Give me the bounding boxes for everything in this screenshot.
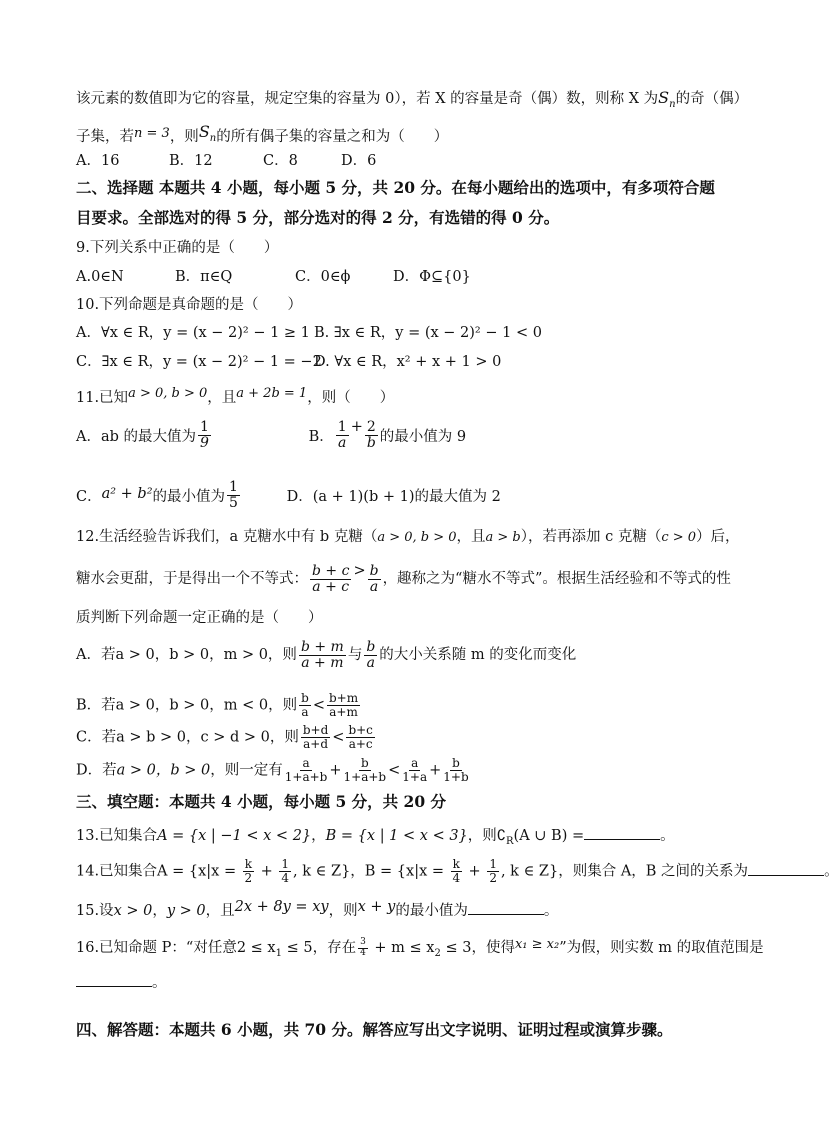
- q13-answer-blank[interactable]: [584, 825, 660, 840]
- q10-options-ab: [76, 324, 542, 342]
- q11-option-a: A．ab 的最大值为 $\frac{1}{9}$: [76, 419, 209, 452]
- q9-option-c: C．0∈ϕ: [295, 269, 351, 285]
- q9-option-b: B．π∈Q: [175, 269, 233, 285]
- q10-stem: 10.下列命题是真命题的是（ ）: [76, 297, 303, 313]
- section4-heading: 四、解答题：本题共 6 小题，共 70 分。解答应写出文字说明、证明过程或演算步骤。: [76, 1020, 673, 1039]
- q9-option-a: A.0∈N: [76, 269, 124, 285]
- q10-option-a: A．∀x ∈ R，y = (x − 2)² − 1 ≥ 1: [76, 325, 310, 341]
- q16-line2: 。: [76, 972, 167, 992]
- q8-line1: 该元素的数值即为它的容量，规定空集的容量为 0），若 X 的容量是奇（偶）数，则称 X 为$S_n$的奇（偶）: [76, 88, 749, 111]
- q10-option-d: D. ∀x ∈ R，x² + x + 1 > 0: [314, 354, 502, 370]
- q11-option-d: D．(a + 1)(b + 1)的最大值为 2: [286, 489, 501, 505]
- sn-symbol: $S_n$: [658, 88, 676, 111]
- q10-option-c: C．∃x ∈ R，y = (x − 2)² − 1 = −2: [76, 354, 322, 370]
- q12-option-a: A．若a > 0，b > 0，m > 0，则 $\frac{b + m}{a + m}$ 与 $\frac{b}{a}$ 的大小关系随 m 的变化而变化: [76, 639, 577, 672]
- q8-option-d: D．6: [341, 153, 377, 169]
- q12-option-d: D．若a > 0，b > 0，则一定有 $\frac{a}{1+a+b}$ + $\frac{b}{1+a+b}$ < $\frac{a}{1+a}$ + $\frac{b}{1+b}$: [76, 756, 469, 785]
- q16: 16.已知命题 P：“对任意$2 \le x_1 \le 5$，存在 $\frac{3}{4}$ + $m \le x_2 \le 3$，使得x₁ ≥ x₂”为假，则实数 m 的取值范围是: [76, 936, 764, 959]
- section2-heading-line2: 目要求。全部选对的得 5 分，部分选对的得 2 分，有选错的得 0 分。: [76, 208, 560, 227]
- q12-line3: 质判断下列命题一定正确的是（ ）: [76, 610, 323, 626]
- q15-answer-blank[interactable]: [468, 900, 544, 915]
- q12-line1: 12.生活经验告诉我们，a 克糖水中有 b 克糖（a > 0, b > 0，且a > b），若再添加 c 克糖（c > 0）后，: [76, 529, 740, 545]
- q8-option-a: A．16: [76, 153, 120, 169]
- q10-option-b: B. ∃x ∈ R，y = (x − 2)² − 1 < 0: [314, 325, 542, 341]
- q12-line2: 糖水会更甜，于是得出一个不等式： $\frac{b + c}{a + c}$ > $\frac{b}{a}$ ，趣称之为“糖水不等式”。根据生活经验和不等式的性: [76, 563, 731, 596]
- q10-options-cd: [76, 353, 501, 371]
- q11-option-c: C．a² + b²的最小值为 $\frac{1}{5}$: [76, 479, 238, 512]
- q8-option-c: C．8: [263, 153, 298, 169]
- section3-heading: 三、填空题：本题共 4 小题，每小题 5 分，共 20 分: [76, 792, 447, 811]
- q9-option-d: D．Φ⊆{0}: [393, 269, 471, 285]
- q9-stem: 9.下列关系中正确的是（ ）: [76, 240, 279, 256]
- q8-line2: 子集，若n = 3，则$S_n$的所有偶子集的容量之和为（ ）: [76, 122, 449, 145]
- q11-stem: 11.已知a > 0, b > 0，且a + 2b = 1，则（ ）: [76, 386, 395, 406]
- q8-options: [76, 152, 376, 170]
- q11-options-cd: [76, 480, 501, 512]
- q12-option-c: C．若a > b > 0，c > d > 0，则 $\frac{b+d}{a+d}$ < $\frac{b+c}{a+c}$: [76, 723, 373, 752]
- section2-heading-line1: 二、选择题 本题共 4 小题，每小题 5 分，共 20 分。在每小题给出的选项中，有多项符合题: [76, 178, 715, 197]
- q14-answer-blank[interactable]: [748, 861, 824, 876]
- q8-option-b: B．12: [169, 153, 213, 169]
- q15: 15.设x > 0，y > 0，且2x + 8y = xy，则x + y的最小值为 。: [76, 899, 559, 919]
- q11-options-ab: [76, 418, 466, 452]
- q12-option-b: B．若a > 0，b > 0，m < 0，则 $\frac{b}{a}$ < $\frac{b+m}{a+m}$: [76, 691, 359, 720]
- q16-answer-blank[interactable]: [76, 972, 152, 987]
- q11-option-b: B． $\frac{1}{a}$ + $\frac{2}{b}$ 的最小值为 9: [308, 419, 467, 452]
- q9-options: [76, 268, 471, 286]
- q13: 13.已知集合A = {x | −1 < x < 2}，B = {x | 1 < x < 3}，则$∁_R(A$ ∪ B) = 。: [76, 825, 675, 848]
- q14: 14.已知集合A = {x|x = $\frac{k}{2}$ + $\frac{1}{4}$ , k ∈ Z}，B = {x|x = $\frac{k}{4}$ + $\frac{1}{2}$ , k ∈ Z}，则集合 A，B 之间的关系为 。: [76, 857, 839, 886]
